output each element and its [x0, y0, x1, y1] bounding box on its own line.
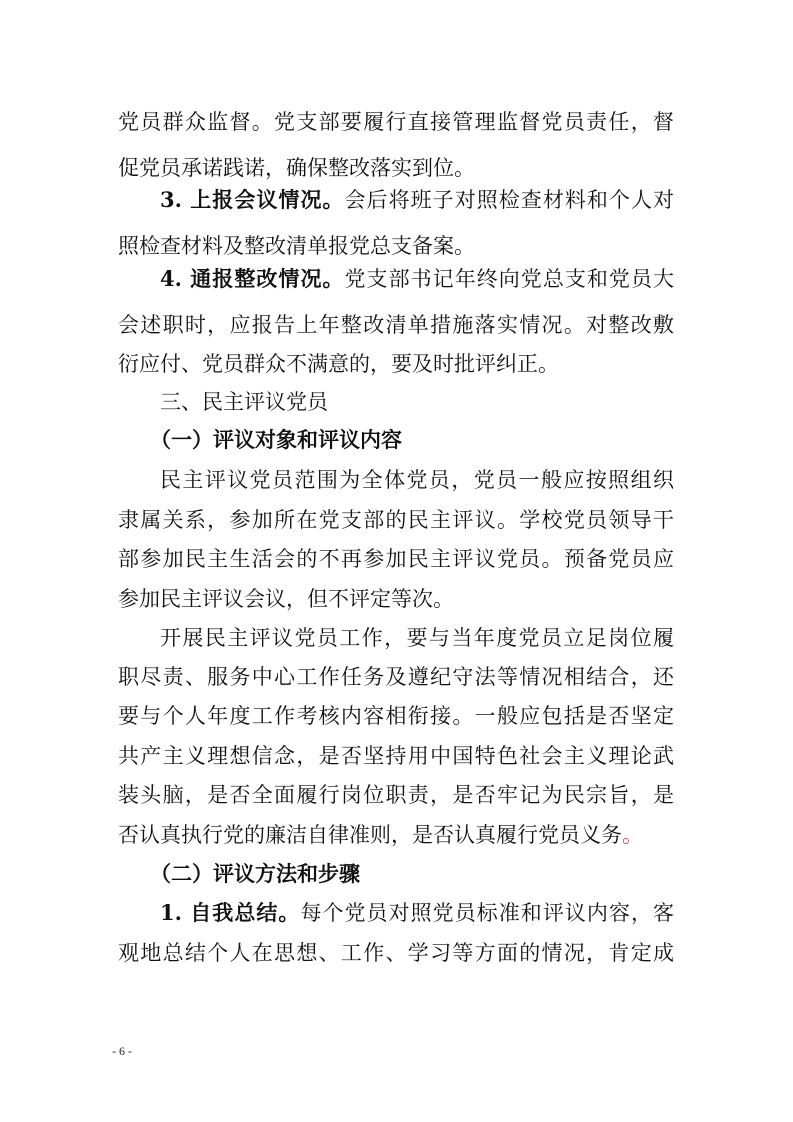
paragraph-line: 部参加民主生活会的不再参加民主评议党员。预备党员应	[118, 547, 674, 571]
item-1-line	[160, 899, 674, 927]
item-3-line	[160, 186, 674, 214]
item-4-line	[160, 265, 674, 293]
paragraph-line: 装头脑，是否全面履行岗位职责，是否牢记为民宗旨，是	[118, 783, 674, 807]
item-1-text: 每个党员对照党员标准和评议内容，客	[300, 901, 675, 925]
paragraph-line: 开展民主评议党员工作，要与当年度党员立足岗位履	[160, 626, 674, 650]
item-1-label: 1. 自我总结。	[160, 900, 301, 925]
paragraph-line: 衍应付、党员群众不满意的，要及时批评纠正。	[118, 352, 559, 376]
period-mark: 。	[622, 823, 643, 847]
paragraph-line: 照检查材料及整改清单报党总支备案。	[118, 234, 475, 258]
subsection-heading: （一）评议对象和评议内容	[150, 427, 402, 452]
subsection-heading: （二）评议方法和步骤	[150, 861, 360, 886]
page-number: - 6 -	[112, 1044, 132, 1058]
paragraph-line: 参加民主评议会议，但不评定等次。	[118, 587, 454, 611]
paragraph-line: 职尽责、服务中心工作任务及遵纪守法等情况相结合，还	[118, 665, 674, 689]
paragraph-line: 观地总结个人在思想、工作、学习等方面的情况，肯定成	[118, 941, 674, 965]
paragraph-line	[118, 821, 674, 849]
paragraph-line: 党员群众监督。党支部要履行直接管理监督党员责任，督	[118, 110, 674, 134]
item-3-label: 3. 上报会议情况。	[160, 187, 345, 212]
paragraph-line: 共产主义理想信念，是否坚持用中国特色社会主义理论武	[118, 744, 674, 768]
paragraph-line: 民主评议党员范围为全体党员，党员一般应按照组织	[160, 468, 674, 492]
paragraph-line: 会述职时，应报告上年整改清单措施落实情况。对整改敷	[118, 313, 674, 337]
paragraph-line: 要与个人年度工作考核内容相衔接。一般应包括是否坚定	[118, 704, 674, 728]
paragraph-line: 促党员承诺践诺，确保整改落实到位。	[118, 156, 475, 180]
paragraph-text: 否认真执行党的廉洁自律准则，是否认真履行党员义务	[118, 823, 622, 847]
section-heading: 三、民主评议党员	[160, 390, 328, 414]
item-4-text: 党支部书记年终向党总支和党员大	[344, 267, 675, 291]
paragraph-line: 隶属关系，参加所在党支部的民主评议。学校党员领导干	[118, 508, 674, 532]
item-4-label: 4. 通报整改情况。	[160, 266, 345, 291]
item-3-text: 会后将班子对照检查材料和个人对	[344, 188, 675, 212]
